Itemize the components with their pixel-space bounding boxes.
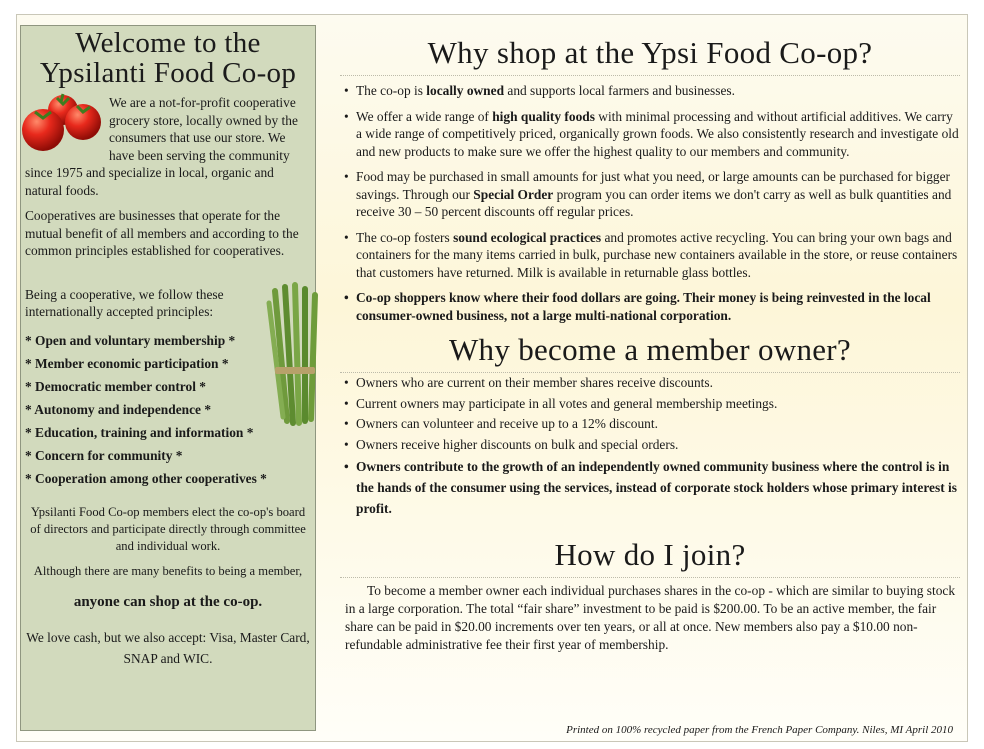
how-join-heading: How do I join? xyxy=(340,537,960,578)
principle-item: * Autonomy and independence * xyxy=(25,401,212,417)
list-item: • Owners contribute to the growth of an independently owned community business where the control is in the hands of the consumer using the services, instead of corporate stock holders whose primary interest is profit. xyxy=(340,456,960,519)
why-member-heading: Why become a member owner? xyxy=(340,332,960,373)
join-text: To become a member owner each individual purchases shares in the co-op - which are similar to buying stock in a large corporation. The total “fair share” investment to be paid is $200.00. To be an active member, the fair share can be paid in $20.00 increments over ten years, or all at once. New members also pay a $10.00 non-refundable administrative fee their first year of membership. xyxy=(345,583,956,652)
principle-item: * Open and voluntary membership * xyxy=(25,332,236,348)
list-item: • The co-op is locally owned and supports local farmers and businesses. xyxy=(340,82,960,100)
benefits-text: Although there are many benefits to being a member, xyxy=(33,563,303,578)
list-item: • The co-op fosters sound ecological practices and promotes active recycling. You can bring your own bags and containers for the many items carried in bulk, purchase new containers available in the store, or reuse containers that customers have returned. Milk is available in returnable glass bottles. xyxy=(340,229,960,282)
principle-item: * Democratic member control * xyxy=(25,378,206,394)
asparagus-image xyxy=(261,281,325,431)
list-item: • Owners who are current on their member shares receive discounts. xyxy=(340,374,960,392)
list-item: • We offer a wide range of high quality foods with minimal processing and without artificial additives. We carry a wide range of competitively priced, organically grown foods. We also consistently research and investigate old and new products to make sure we offer the highest quality to our members and community. xyxy=(340,108,960,161)
footer-note: Printed on 100% recycled paper from the French Paper Company. Niles, MI April 2010 xyxy=(566,724,953,736)
sidebar-title-line2: Ypsilanti Food Co-op xyxy=(39,57,297,89)
sidebar-cooperatives-text: Cooperatives are businesses that operate for the mutual benefit of all members and according to the common principles established for cooperatives. xyxy=(25,208,299,258)
principles-intro: Being a cooperative, we follow these internationally accepted principles: xyxy=(25,286,224,319)
sidebar-intro: We are a not-for-profit cooperative grocery store, locally owned by the consumers that use our store. We have been serving the community since 1975 and specialize in local, organic and natural foods. xyxy=(25,95,298,198)
list-item: • Current owners may participate in all votes and general membership meetings. xyxy=(340,395,960,413)
anyone-can-shop-text: anyone can shop at the co-op. xyxy=(73,593,263,610)
list-item: • Food may be purchased in small amounts for just what you need, or large amounts can be purchased for bigger savings. Through our Special Order program you can order items we don't carry as well as bulk quantities and receive 30 – 50 percent discounts off regular prices. xyxy=(340,168,960,221)
principle-item: * Concern for community * xyxy=(25,447,183,463)
why-member-list xyxy=(340,374,960,519)
sidebar-title-line1: Welcome to the xyxy=(75,27,261,59)
elect-text: Ypsilanti Food Co-op members elect the co-op's board of directors and participate directly through committee and individual work. xyxy=(30,504,306,553)
list-item: • Owners can volunteer and receive up to a 12% discount. xyxy=(340,415,960,433)
sidebar-title xyxy=(25,28,311,88)
flyer-page xyxy=(16,14,968,742)
list-item: • Co-op shoppers know where their food dollars are going. Their money is being reinvested in the local consumer-owned business, not a large multi-national corporation. xyxy=(340,289,960,324)
payment-methods-text: We love cash, but we also accept: Visa, Master Card, SNAP and WIC. xyxy=(26,629,310,666)
principle-item: * Member economic participation * xyxy=(25,355,229,371)
why-shop-heading: Why shop at the Ypsi Food Co-op? xyxy=(340,35,960,76)
main-content xyxy=(340,15,960,654)
principle-item: * Cooperation among other cooperatives * xyxy=(25,470,267,486)
principle-item: * Education, training and information * xyxy=(25,424,254,440)
welcome-sidebar xyxy=(20,25,316,731)
why-shop-list xyxy=(340,82,960,324)
tomatoes-image xyxy=(17,92,105,154)
list-item: • Owners receive higher discounts on bulk and special orders. xyxy=(340,436,960,454)
